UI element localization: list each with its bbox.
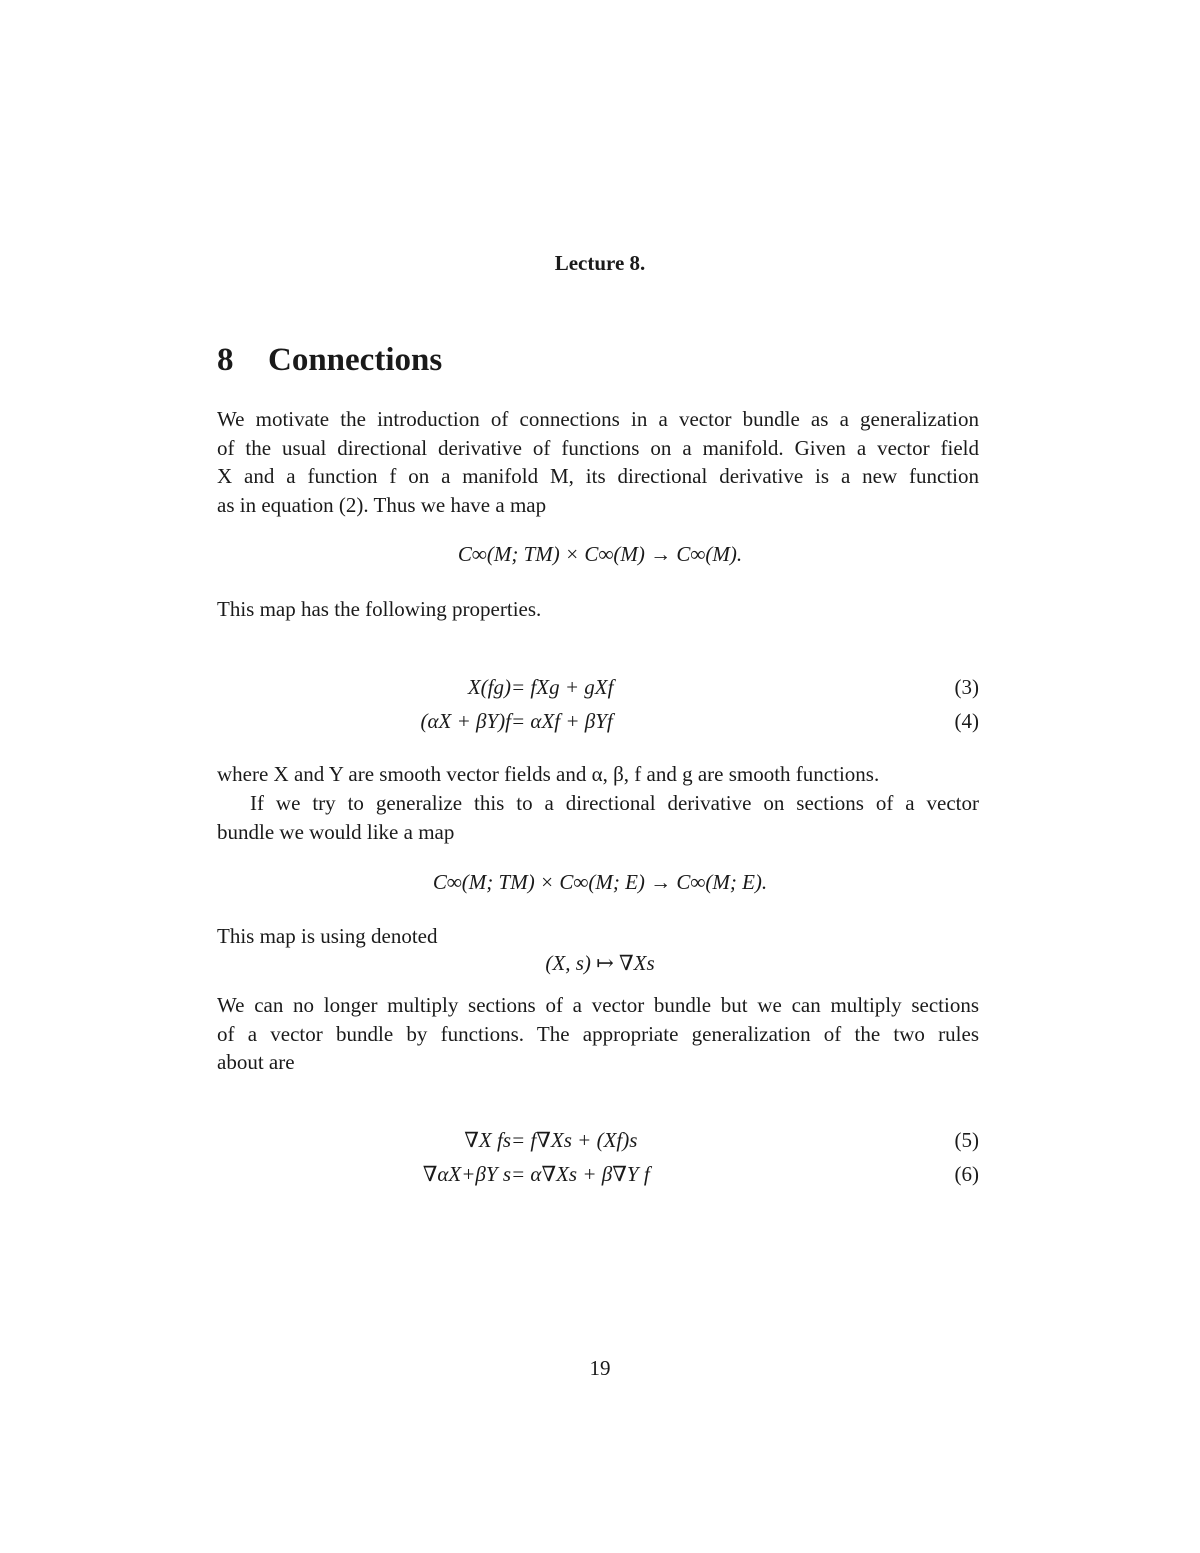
text-line: We motivate the introduction of connections in a vector bundle as a generalization (217, 407, 979, 431)
text-line: X and a function f on a manifold M, its directional derivative is a new function (217, 464, 979, 488)
display-map-2: C∞(M; TM) × C∞(M; E) → C∞(M; E). (432, 870, 768, 894)
section-number: 8 (217, 342, 234, 378)
text-line: as in equation (2). Thus we have a map (217, 492, 547, 517)
where-paragraph (217, 760, 979, 789)
text-line: of a vector bundle by functions. The appropriate generalization of the two rules (217, 1021, 979, 1046)
text-line-content: If we try to generalize this to a directional derivative on sections of a vector (250, 791, 979, 815)
text-line: This map has the following properties. (217, 597, 542, 621)
text-line (217, 789, 979, 818)
text-line: of the usual directional derivative of functions on a manifold. Given a vector field (217, 435, 979, 460)
section-title: Connections (268, 342, 443, 378)
properties-paragraph (217, 595, 979, 624)
equation-lhs: X(fg) (467, 675, 511, 699)
no-longer-paragraph (217, 991, 979, 1077)
intro-paragraph (217, 405, 979, 519)
denoted-paragraph (217, 922, 979, 951)
equation-3 (217, 675, 979, 705)
equation-lhs: ∇αX+βY s (422, 1162, 511, 1186)
equation-rhs: = fXg + gXf (511, 675, 614, 699)
section-heading (217, 342, 442, 379)
equation-number: (6) (954, 1162, 979, 1186)
equation-rhs: = α∇Xs + β∇Y f (511, 1162, 650, 1186)
generalize-paragraph (217, 789, 979, 846)
page-number: 19 (589, 1356, 611, 1380)
running-title: Lecture 8. (554, 251, 646, 275)
equation-lhs: (αX + βY)f (420, 709, 511, 733)
equation-lhs: ∇X fs (464, 1128, 511, 1152)
text-line: This map is using denoted (217, 924, 438, 948)
text-line: about are (217, 1050, 295, 1074)
equation-4 (217, 709, 979, 739)
equation-number: (5) (954, 1128, 979, 1152)
equation-rhs: = αXf + βYf (511, 709, 613, 733)
text-line: We can no longer multiply sections of a vector bundle but we can multiply sections (217, 993, 979, 1017)
equation-5 (217, 1128, 979, 1158)
display-notation: (X, s) ↦ ∇Xs (545, 951, 655, 975)
text-line: where X and Y are smooth vector fields and α, β, f and g are smooth functions. (217, 762, 880, 786)
text-line: bundle we would like a map (217, 819, 455, 844)
equation-number: (4) (954, 709, 979, 733)
equation-6 (217, 1162, 979, 1192)
display-map-1: C∞(M; TM) × C∞(M) → C∞(M). (457, 542, 743, 566)
equation-number: (3) (954, 675, 979, 699)
equation-rhs: = f∇Xs + (Xf)s (511, 1128, 638, 1152)
